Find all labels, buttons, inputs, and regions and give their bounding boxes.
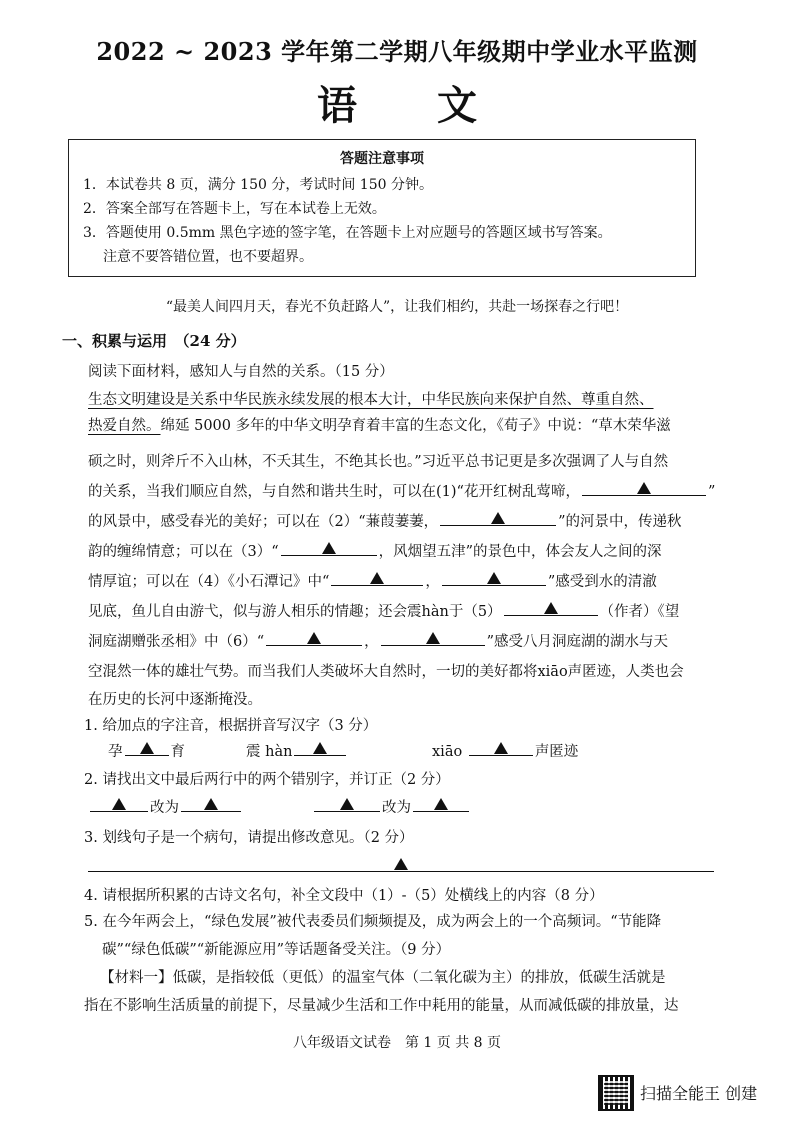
question-3-row xyxy=(88,856,714,876)
notice-item: 注意不要答错位置，也不要超界。 xyxy=(103,249,313,265)
subject-char-1: 语 xyxy=(317,82,357,129)
question-5-cont: 碳”“绿色低碳”“新能源应用”等话题备受关注。（9 分） xyxy=(102,942,451,958)
question-1: 1. 给加点的字注音，根据拼音写汉字（3 分） xyxy=(84,718,378,734)
notice-item: 2．答案全部写在答题卡上，写在本试卷上无效。 xyxy=(83,201,386,217)
question-3: 3. 划线句子是一个病句，请提出修改意见。（2 分） xyxy=(84,830,414,846)
scanner-watermark: 扫描全能王 创建 xyxy=(640,1084,758,1103)
question-1-row: 孕 育 xyxy=(108,740,185,761)
answer-blank[interactable] xyxy=(442,570,546,586)
paragraph-line: 韵的缠绵情意；可以在（3）“ ，风烟望五津”的景色中，体会友人之间的深 xyxy=(88,540,720,561)
question-1-row: xiāo 声匿迹 xyxy=(432,740,578,761)
answer-blank[interactable] xyxy=(440,510,556,526)
subject-char-2: 文 xyxy=(437,82,477,129)
notice-item: 3．答题使用 0.5mm 黑色字迹的签字笔，在答题卡上对应题号的答题区域书写答案。 xyxy=(83,225,612,241)
paragraph-line: 空混然一体的雄壮气势。而当我们人类破坏大自然时，一切的美好都将xiāo声匿迹，人类也会 xyxy=(88,664,684,680)
answer-blank[interactable] xyxy=(90,796,148,812)
paragraph-line: 的关系，当我们顺应自然，与自然和谐共生时，可以在(1)“花开红树乱莺啼， ” xyxy=(88,480,720,501)
answer-blank[interactable] xyxy=(266,630,362,646)
paragraph-line: 见底，鱼儿自由游弋，似与游人相乐的情趣；还会震hàn于（5） （作者）《望 xyxy=(88,600,720,621)
question-4: 4. 请根据所积累的古诗文名句，补全文段中（1）-（5）处横线上的内容（8 分） xyxy=(84,888,604,904)
answer-blank[interactable] xyxy=(125,740,169,756)
paragraph-line: 情厚谊；可以在（4）《小石潭记》中“ ， ”感受到水的清澈 xyxy=(88,570,720,591)
question-2-row: 改为 xyxy=(312,796,471,817)
motto: “最美人间四月天，春光不负赶路人”，让我们相约，共赴一场探春之行吧！ xyxy=(165,299,629,315)
answer-blank[interactable] xyxy=(181,796,241,812)
paragraph-line: 洞庭湖赠张丞相》中（6）“ ， ”感受八月洞庭湖的湖水与天 xyxy=(88,630,720,651)
paragraph-line xyxy=(88,388,720,409)
question-2-row: 改为 xyxy=(88,796,243,817)
answer-blank[interactable] xyxy=(294,740,346,756)
answer-blank[interactable] xyxy=(582,480,706,496)
underlined-sentence-end: 热爱自然。 xyxy=(88,418,161,434)
notice-title: 答题注意事项 xyxy=(340,151,424,167)
answer-blank[interactable] xyxy=(281,540,377,556)
question-2: 2. 请找出文中最后两行中的两个错别字，并订正（2 分） xyxy=(84,772,450,788)
paragraph-line: 热爱自然。绵延 5000 多年的中华文明孕育着丰富的生态文化，《荀子》中说：“草木荣华滋 xyxy=(88,418,671,434)
notice-box xyxy=(68,139,696,277)
paragraph-line: 在历史的长河中逐渐掩没。 xyxy=(88,692,262,708)
qr-code-icon xyxy=(598,1075,634,1111)
paragraph-line: 硕之时，则斧斤不入山林，不夭其生，不绝其长也。”习近平总书记更是多次强调了人与自然 xyxy=(88,454,669,470)
answer-blank[interactable] xyxy=(88,856,714,872)
underlined-sentence: 生态文明建设是关系中华民族永续发展的根本大计，中华民族向来保护自然、尊重自然、 xyxy=(88,392,654,408)
subject-title xyxy=(0,74,794,131)
answer-blank[interactable] xyxy=(504,600,598,616)
answer-blank[interactable] xyxy=(331,570,423,586)
section-heading: 一、积累与运用 （24 分） xyxy=(62,332,246,350)
paragraph-line: 的风景中，感受春光的美好；可以在（2）“蒹葭萋萋， ”的河景中，传递秋 xyxy=(88,510,720,531)
answer-blank[interactable] xyxy=(314,796,380,812)
notice-item: 1．本试卷共 8 页，满分 150 分，考试时间 150 分钟。 xyxy=(83,177,433,193)
material-1-cont: 指在不影响生活质量的前提下，尽量减少生活和工作中耗用的能量，从而减低碳的排放量，达 xyxy=(84,998,679,1014)
answer-blank[interactable] xyxy=(469,740,533,756)
answer-blank[interactable] xyxy=(413,796,469,812)
page-footer: 八年级语文试卷 第 1 页 共 8 页 xyxy=(292,1035,502,1051)
question-1-row: 震 hàn xyxy=(246,740,348,761)
answer-blank[interactable] xyxy=(381,630,485,646)
section-intro: 阅读下面材料，感知人与自然的关系。（15 分） xyxy=(88,364,394,380)
material-1: 【材料一】低碳，是指较低（更低）的温室气体（二氧化碳为主）的排放，低碳生活就是 xyxy=(100,970,666,986)
exam-title: 2022 ~ 2023 学年第二学期八年级期中学业水平监测 xyxy=(96,37,698,66)
question-5: 5. 在今年两会上，“绿色发展”被代表委员们频频提及，成为两会上的一个高频词。“节能降 xyxy=(84,914,662,930)
